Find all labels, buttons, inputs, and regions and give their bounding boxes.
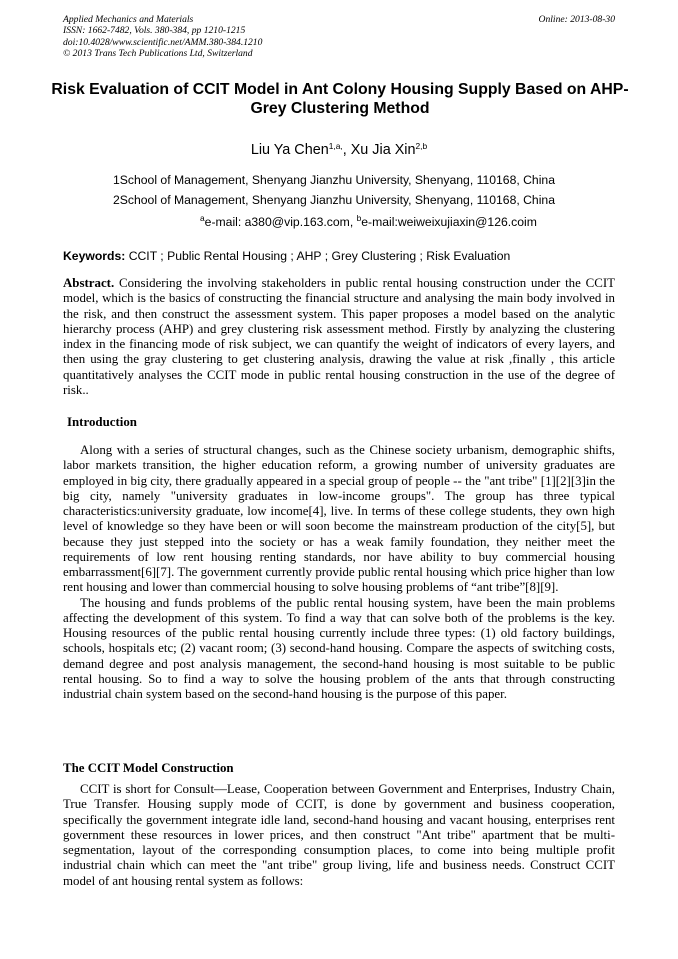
author-1-affil-mark: 1,a, bbox=[328, 141, 343, 151]
affiliation-2: 2School of Management, Shenyang Jianzhu University, Shenyang, 110168, China bbox=[113, 193, 555, 207]
doi-line: doi:10.4028/www.scientific.net/AMM.380-384.1210 bbox=[63, 36, 263, 48]
paper-title: Risk Evaluation of CCIT Model in Ant Colony Housing Supply Based on AHP-Grey Clustering Method bbox=[51, 81, 629, 117]
keywords-label: Keywords: bbox=[63, 249, 126, 263]
email-mark-a: a bbox=[200, 213, 205, 223]
ccit-paragraph-1: CCIT is short for Consult—Lease, Cooperation between Government and Enterprises, Industry Chain, True Transfer. Housing supply mode of CCIT, is done by government and business cooperation, specifically the government integrate idle land, second-hand housing and vacant housing, enterprises rent government these resources in lower prices, and then construct "Ant tribe" apartment that be multi-segmentation, layout of the corresponding consumption places, to come into being multiple profit industrial chain which can meet the "ant tribe" group living, life and business needs. Construct CCIT model of ant housing rental system as follows: bbox=[63, 782, 615, 888]
introduction-heading: Introduction bbox=[67, 415, 137, 429]
author-2: Xu Jia Xin bbox=[350, 142, 416, 158]
keywords bbox=[63, 249, 510, 263]
ccit-heading: The CCIT Model Construction bbox=[63, 761, 234, 775]
issn-line: ISSN: 1662-7482, Vols. 380-384, pp 1210-1215 bbox=[63, 25, 246, 37]
email-b: e-mail:weiweixujiaxin@126.coim bbox=[361, 215, 537, 229]
email-mark-b: b bbox=[356, 213, 362, 223]
author-separator: , bbox=[342, 142, 351, 158]
email-a: e-mail: a380@vip.163.com, bbox=[204, 215, 357, 229]
intro-paragraph-2: The housing and funds problems of the public rental housing system, have been the main problems affecting the development of this system. To find a way that can solve both of the problems is the key. Housing resources of the public rental housing currently include three types: (1) old factory buildings, schools, hospitals etc; (2) vacant room; (3) second-hand housing. Compare the aspects of switching costs, demand degree and post analysis management, the second-hand housing is most suitable to be public rental housing. So to find a way to solve the housing problem of the ants that through constructing industrial chain system based on the second-hand housing is the purpose of this paper. bbox=[63, 595, 615, 701]
journal-header bbox=[63, 14, 615, 59]
keywords-text: CCIT ; Public Rental Housing ; AHP ; Grey Clustering ; Risk Evaluation bbox=[125, 249, 511, 263]
abstract-text: Considering the involving stakeholders in public rental housing construction under the CCIT model, which is the basics of constructing the financial structure and analysing the main body involved in the risk, and then construct the assessment system. This paper proposes a model based on the analytic hierarchy process (AHP) and grey clustering risk assessment method. Firstly by analyzing the clustering index in the financing mode of risk subject, we can quantify the weight of indicators of every layers, and then using the gray clustering to get clustering analysis, drawing the value at risk ,finally , this article quantitatively analyses the CCIT mode in public rental housing construction in the use of the degree of risk.. bbox=[63, 276, 615, 397]
introduction-body bbox=[63, 443, 615, 702]
intro-paragraph-1: Along with a series of structural changes, such as the Chinese society urbanism, demographic shifts, labor markets transition, the higher education reform, a growing number of university graduates are employed in big city, there gradually appeared in a special group of people -- the "ant tribe" [1][2][3]in the big city, namely "university graduates in low-income groups". The group has three typical characteristics:university graduate, low income[4], live. In terms of these college students, they own high level of knowledge so they have been or will soon become the mainstream production of the city[5], but because they just stepped into the society or has a weak family foundation, they neither meet the requirements of low rent housing renting standards, nor have ability to buy commercial housing embarrassment[6][7]. The government currently provide public rental housing which price higher than low rent housing and lower than commercial housing to solve housing problems of “ant tribe”[8][9]. bbox=[63, 443, 615, 595]
copyright-line: © 2013 Trans Tech Publications Ltd, Switzerland bbox=[63, 47, 253, 59]
author-1: Liu Ya Chen bbox=[250, 142, 329, 158]
ccit-body bbox=[63, 782, 615, 889]
online-date: Online: 2013-08-30 bbox=[538, 14, 615, 25]
author-line bbox=[0, 141, 678, 158]
author-2-affil-mark: 2,b bbox=[415, 141, 428, 151]
email-line bbox=[200, 213, 537, 229]
journal-name: Applied Mechanics and Materials bbox=[63, 14, 194, 25]
affiliation-1: 1School of Management, Shenyang Jianzhu University, Shenyang, 110168, China bbox=[113, 173, 555, 187]
abstract-label: Abstract. bbox=[63, 276, 115, 290]
abstract bbox=[63, 276, 615, 398]
